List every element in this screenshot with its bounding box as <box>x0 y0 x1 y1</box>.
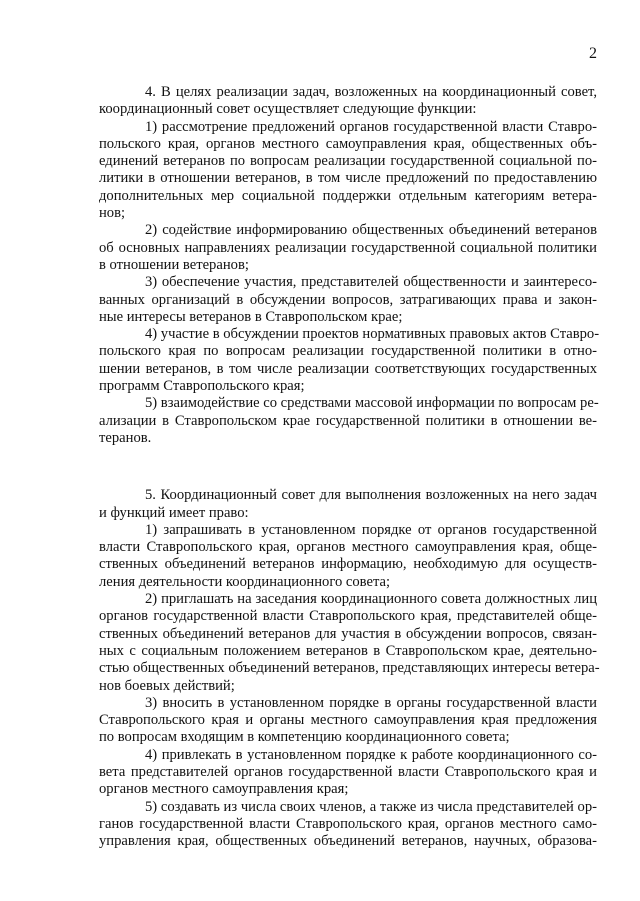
text-line: ственных объединений ветеранов для участия в обсуждении вопросов, связан- <box>99 625 597 642</box>
paragraph <box>99 84 597 119</box>
paragraph <box>99 799 597 851</box>
text-line: 1) запрашивать в установленном порядке от органов государственной <box>145 521 597 538</box>
text-line: ные интересы ветеранов в Ставропольском крае; <box>99 308 403 325</box>
text-line: литики в отношении ветеранов, в том числе предложений по предоставлению <box>99 170 597 187</box>
text-line: 1) рассмотрение предложений органов государственной власти Ставро- <box>145 118 597 135</box>
text-line: 5) взаимодействие со средствами массовой информации по вопросам ре- <box>145 395 599 412</box>
text-line: стью общественных объединений ветеранов, представляющих интересы ветера- <box>99 660 600 677</box>
text-line: единений ветеранов по вопросам реализации государственной социальной по- <box>99 153 597 170</box>
text-line: по вопросам входящим в компетенцию координационного совета; <box>99 729 510 746</box>
text-line: 2) приглашать на заседания координационного совета должностных лиц <box>145 591 597 608</box>
paragraph <box>99 326 600 395</box>
paragraph <box>99 695 597 747</box>
text-line: ванных организаций в обсуждении вопросов, затрагивающих права и закон- <box>99 291 597 308</box>
paragraph <box>99 487 597 522</box>
paragraph <box>99 591 600 695</box>
paragraph <box>99 222 597 274</box>
text-line: шении ветеранов, в том числе реализации соответствующих государственных <box>99 360 597 377</box>
section <box>99 487 600 850</box>
text-line: органов местного самоуправления края; <box>99 781 349 798</box>
text-line: ления деятельности координационного совета; <box>99 573 391 590</box>
text-line: ализации в Ставропольском крае государственной политики в отношении ве- <box>99 412 597 429</box>
text-line: 5. Координационный совет для выполнения возложенных на него задач <box>145 487 597 504</box>
text-line: об основных направлениях реализации государственной социальной политики <box>99 239 597 256</box>
text-line: теранов. <box>99 429 152 446</box>
text-line: 4) участие в обсуждении проектов нормативных правовых актов Ставро- <box>145 326 600 343</box>
text-line: власти Ставропольского края, органов местного самоуправления края, обще- <box>99 539 597 556</box>
text-line: нов боевых действий; <box>99 677 235 694</box>
text-line: 2) содействие информированию общественных объединений ветеранов <box>145 222 597 239</box>
paragraph <box>99 747 597 799</box>
text-line: 3) обеспечение участия, представителей общественности и заинтересо- <box>145 274 597 291</box>
text-line: ных с социальным положением ветеранов в Ставропольском крае, деятельно- <box>99 642 597 659</box>
paragraph <box>99 522 597 591</box>
paragraph <box>99 274 597 326</box>
text-line: вета представителей органов государственной власти Ставропольского края и <box>99 763 597 780</box>
text-line: ганов государственной власти Ставропольского края, органов местного само- <box>99 815 597 832</box>
text-line: 4. В целях реализации задач, возложенных на координационный совет, <box>145 84 597 100</box>
text-line: 3) вносить в установленном порядке в органы государственной власти <box>145 694 597 711</box>
paragraph <box>99 395 597 447</box>
section <box>99 84 600 447</box>
paragraph <box>99 119 597 223</box>
text-line: ственных объединений ветеранов информацию, необходимую для осуществ- <box>99 556 597 573</box>
text-line: польского края, органов местного самоуправления края, общественных объ- <box>99 135 597 152</box>
page-number: 2 <box>589 45 597 62</box>
text-line: программ Ставропольского края; <box>99 378 305 395</box>
text-line: польского края по вопросам реализации государственной политики в отно- <box>99 343 597 360</box>
document-body <box>99 84 600 850</box>
text-line: и функций имеет право: <box>99 504 249 521</box>
text-line: координационный совет осуществляет следующие функции: <box>99 101 477 118</box>
text-line: в отношении ветеранов; <box>99 256 249 273</box>
text-line: органов государственной власти Ставропольского края, представителей обще- <box>99 608 597 625</box>
text-line: 4) привлекать в установленном порядке к работе координационного со- <box>145 746 597 763</box>
text-line: нов; <box>99 205 126 222</box>
text-line: управления края, общественных объединений ветеранов, научных, образова- <box>99 833 597 850</box>
text-line: дополнительных мер социальной поддержки отдельным категориям ветера- <box>99 187 597 204</box>
text-line: Ставропольского края и органы местного самоуправления края предложения <box>99 712 597 729</box>
section-gap <box>99 447 597 487</box>
text-line: 5) создавать из числа своих членов, а также из числа представителей ор- <box>145 798 597 815</box>
